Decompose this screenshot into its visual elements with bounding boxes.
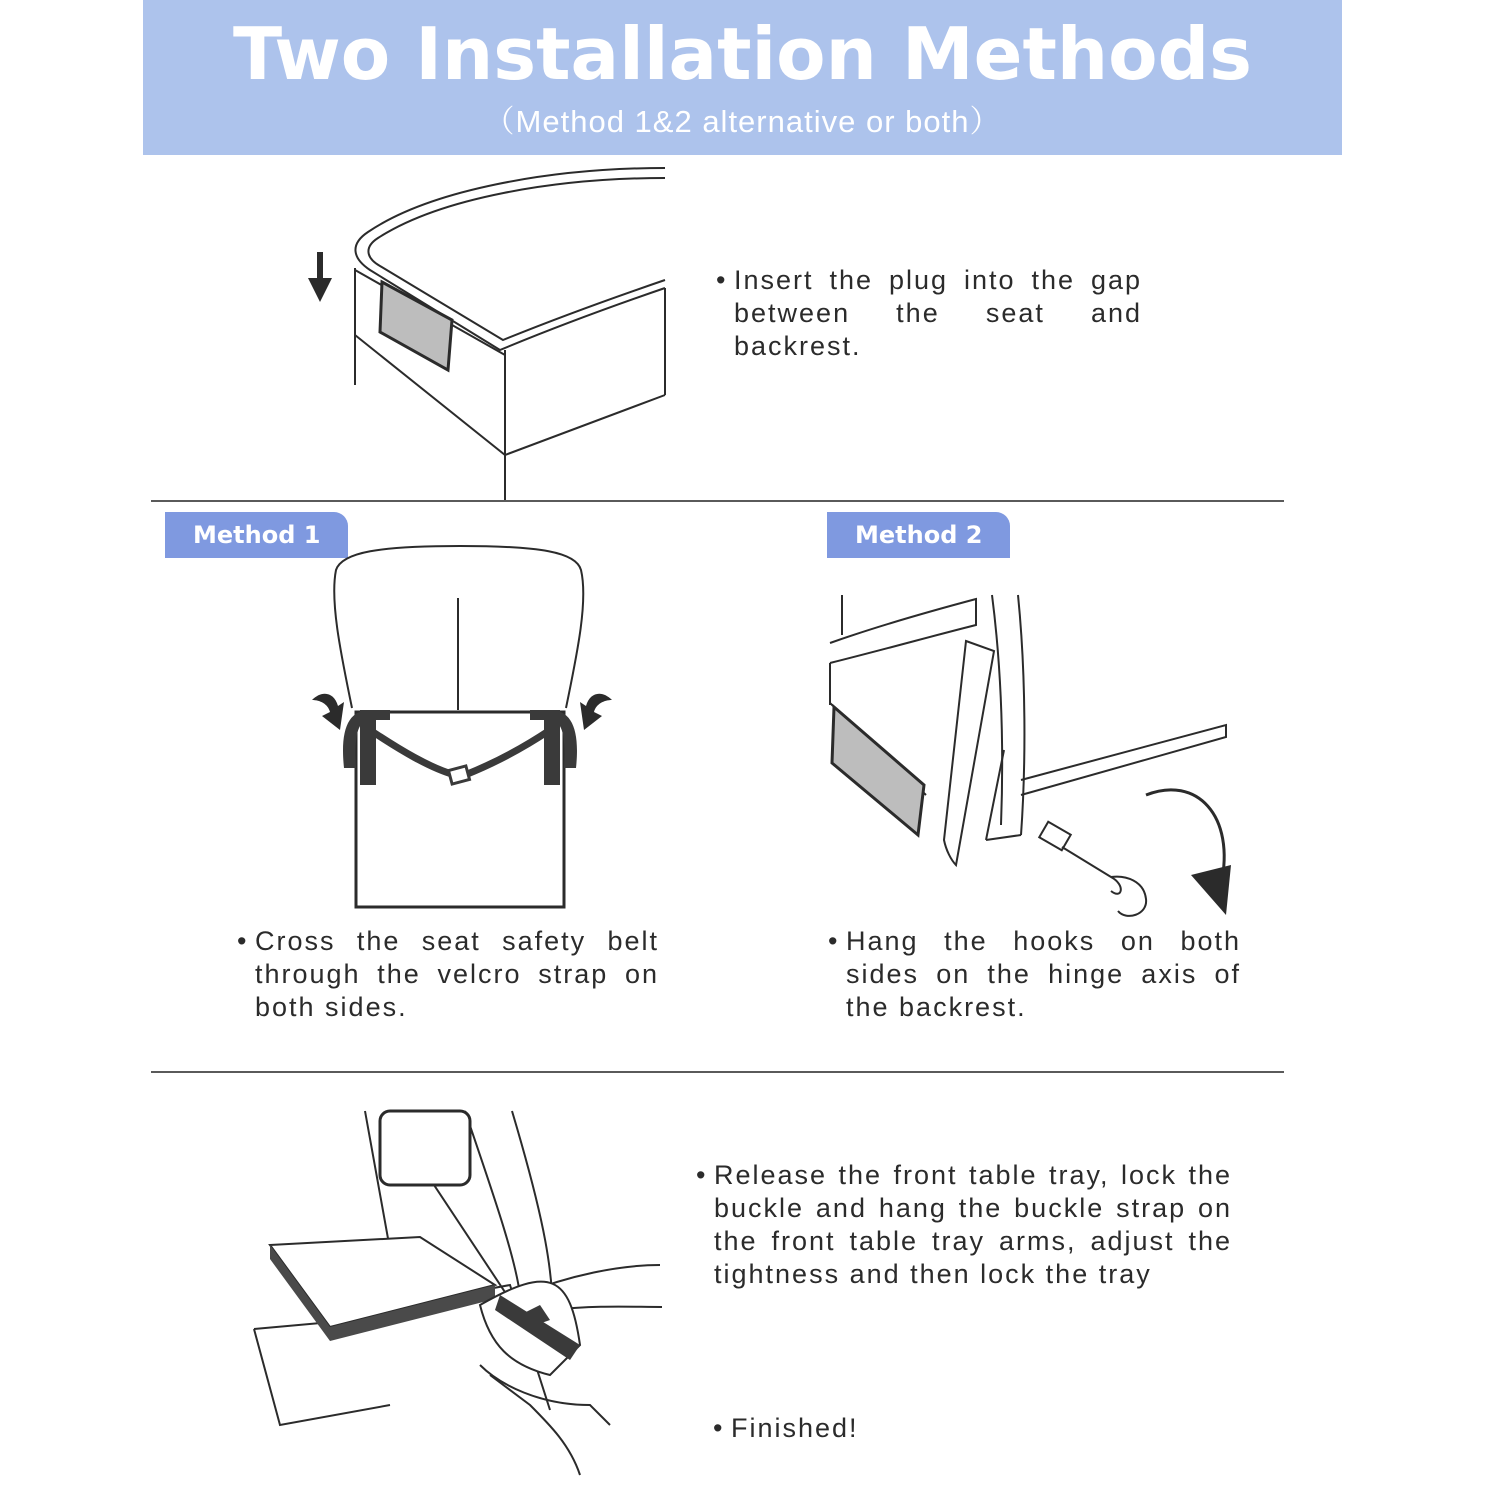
curved-arrow-icon <box>1146 790 1231 915</box>
plug-insert-illustration <box>300 160 680 505</box>
method-2-tab: Method 2 <box>827 512 1010 558</box>
method-1-illustration <box>300 540 630 915</box>
hands-icon <box>480 1282 610 1475</box>
curved-arrow-icon <box>580 694 612 730</box>
backrest-window <box>380 1111 470 1185</box>
divider-top <box>151 500 1284 502</box>
method-2-illustration <box>826 585 1236 925</box>
page-subtitle: （Method 1&2 alternative or both） <box>483 104 1002 139</box>
page-title: Two Installation Methods <box>232 12 1252 96</box>
step-method-2: • Hang the hooks on both sides on the hinge axis of the backrest. <box>828 926 1241 1022</box>
bullet: • <box>237 926 249 956</box>
arrow-down-icon <box>308 252 332 302</box>
bullet: • <box>716 265 728 295</box>
bullet: • <box>828 926 840 956</box>
step-method-1: • Cross the seat safety belt through the velcro strap on both sides. <box>237 926 659 1022</box>
bullet: • <box>713 1413 725 1443</box>
pocket-flap <box>832 707 924 835</box>
divider-bottom <box>151 1071 1284 1073</box>
table-tray <box>270 1237 495 1327</box>
buckle <box>448 766 469 784</box>
hook-icon <box>1039 822 1146 916</box>
bullet: • <box>696 1160 708 1190</box>
header-banner <box>143 0 1342 155</box>
step-tray: • Release the front table tray, lock the buckle and hang the buckle strap on the front table tray arms, adjust the tightness and then lock the tray <box>696 1160 1232 1289</box>
pocket-flap <box>380 282 452 370</box>
step-plug: • Insert the plug into the gap between the seat and backrest. <box>716 265 1142 361</box>
tray-illustration <box>250 1105 670 1485</box>
step-finished: • Finished! <box>713 1413 859 1443</box>
method-1-tab: Method 1 <box>165 512 348 558</box>
curved-arrow-icon <box>312 694 344 730</box>
